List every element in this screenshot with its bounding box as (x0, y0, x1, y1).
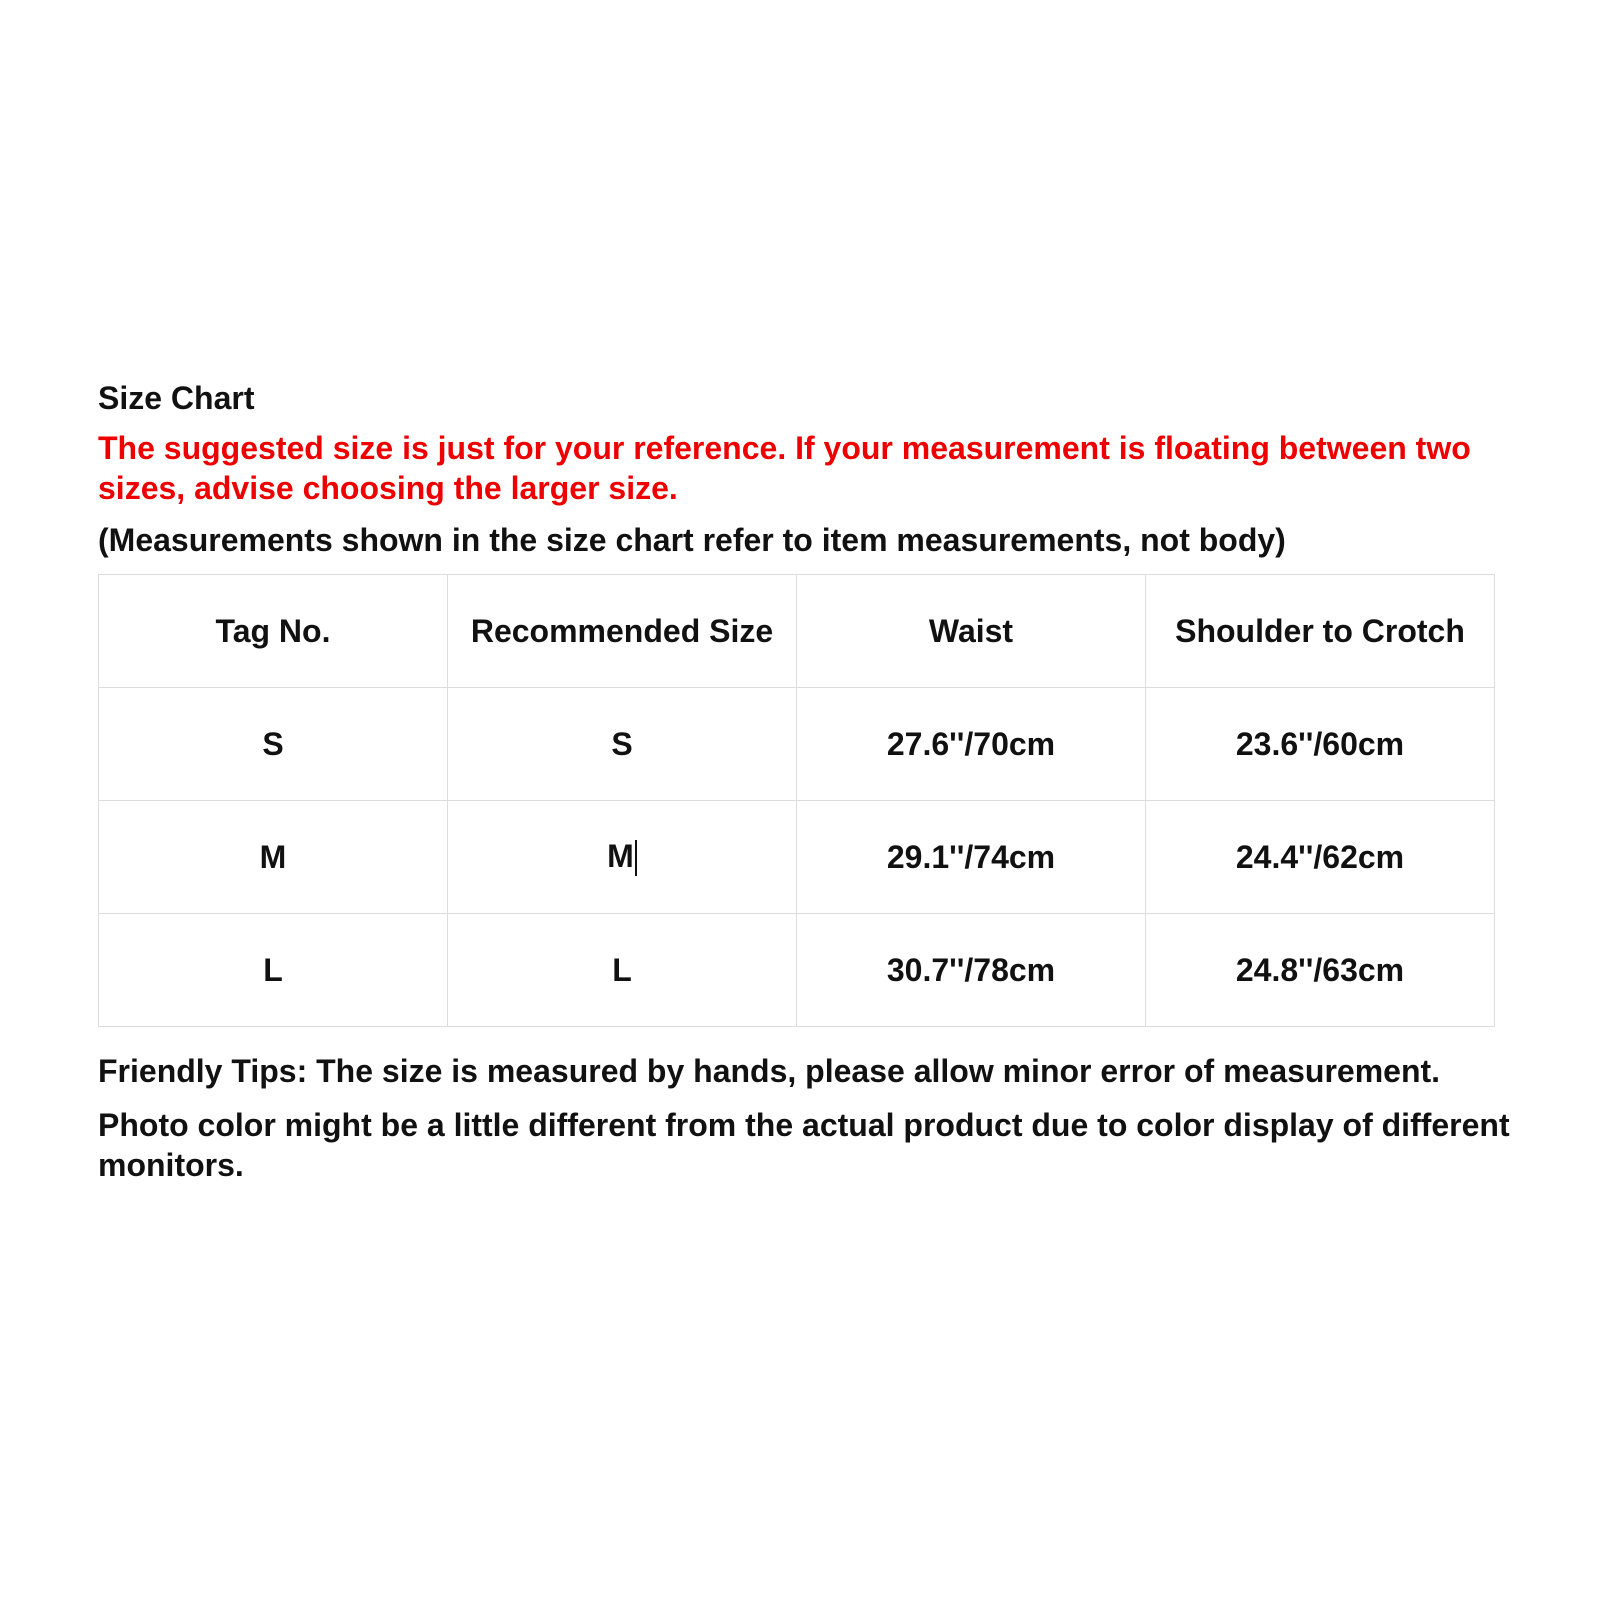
cell-recommended-size: L (448, 914, 797, 1027)
cell-waist: 27.6''/70cm (797, 688, 1146, 801)
cell-tag-no: L (99, 914, 448, 1027)
color-disclaimer: Photo color might be a little different from the actual product due to color display of different monitors. (98, 1107, 1510, 1183)
measurement-note: (Measurements shown in the size chart refer to item measurements, not body) (98, 522, 1286, 558)
header-waist: Waist (797, 575, 1146, 688)
table-row (99, 801, 1495, 914)
cell-waist: 29.1''/74cm (797, 801, 1146, 914)
cell-shoulder-to-crotch: 23.6''/60cm (1146, 688, 1495, 801)
table-row (99, 688, 1495, 801)
size-table (98, 574, 1495, 1027)
cell-tag-no: M (99, 801, 448, 914)
page-title: Size Chart (98, 380, 255, 416)
cell-shoulder-to-crotch: 24.4''/62cm (1146, 801, 1495, 914)
text-cursor (635, 840, 637, 876)
size-chart-section (98, 378, 1538, 1199)
cell-recommended-size-text: M (607, 837, 634, 874)
tips-section (98, 1051, 1538, 1185)
cell-waist: 30.7''/78cm (797, 914, 1146, 1027)
cell-recommended-size: S (448, 688, 797, 801)
cell-tag-no: S (99, 688, 448, 801)
header-recommended-size: Recommended Size (448, 575, 797, 688)
cell-shoulder-to-crotch: 24.8''/63cm (1146, 914, 1495, 1027)
friendly-tip: Friendly Tips: The size is measured by hands, please allow minor error of measurement. (98, 1053, 1441, 1089)
cell-recommended-size-editing[interactable] (448, 801, 797, 914)
table-header-row (99, 575, 1495, 688)
header-shoulder-to-crotch: Shoulder to Crotch (1146, 575, 1495, 688)
table-row (99, 914, 1495, 1027)
size-notice: The suggested size is just for your reference. If your measurement is floating between two sizes, advise choosing the larger size. (98, 430, 1471, 506)
header-tag-no: Tag No. (99, 575, 448, 688)
